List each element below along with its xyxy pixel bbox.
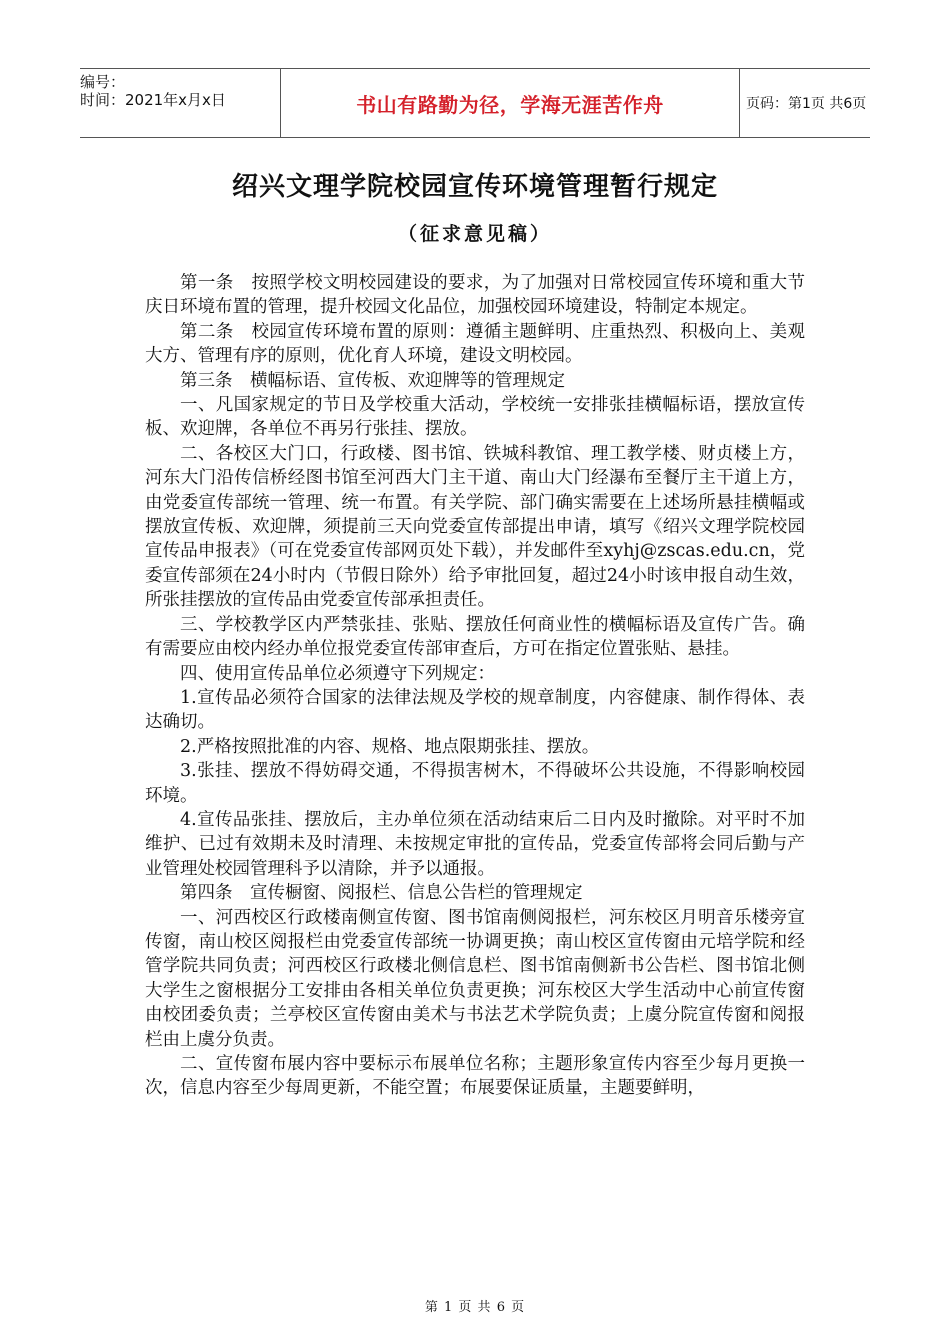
paragraph: 1.宣传品必须符合国家的法律法规及学校的规章制度，内容健康、制作得体、表达确切。 [145, 687, 805, 733]
document-title: 绍兴文理学院校园宣传环境管理暂行规定 [231, 172, 718, 202]
page-footer: 第 1 页 共 6 页 [424, 1300, 526, 1315]
header-motto: 书山有路勤为径，学海无涯苦作舟 [280, 69, 740, 137]
paragraph: 二、各校区大门口，行政楼、图书馆、铁城科教馆、理工教学楼、财贞楼上方，河东大门沿传信桥经图书馆至河西大门主干道、南山大门经瀑布至餐厅主干道上方，由党委宣传部统一管理、统一布置。有关学院、部门确实需要在上述场所悬挂横幅或摆放宣传板、欢迎牌，须提前三天向党委宣传部提出申请，填写《绍兴文理学院校园宣传品申报表》（可在党委宣传部网页处下载），并发邮件至xyhj@zscas.edu.cn，党委宣传部须在24小时内（节假日除外）给予审批回复，超过24小时该申报自动生效，所张挂摆放的宣传品由党委宣传部承担责任。 [145, 443, 805, 611]
paragraph: 一、凡国家规定的节日及学校重大活动，学校统一安排张挂横幅标语，摆放宣传板、欢迎牌，各单位不再另行张挂、摆放。 [145, 395, 805, 440]
page-header [80, 68, 870, 138]
paragraph: 第二条 校园宣传环境布置的原则：遵循主题鲜明、庄重热烈、积极向上、美观大方、管理有序的原则，优化育人环境，建设文明校园。 [145, 321, 805, 367]
document-subtitle: （征求意见稿） [397, 223, 552, 245]
header-page-info: 页码：第1页 共6页 [746, 96, 867, 112]
paragraph: 一、河西校区行政楼南侧宣传窗、图书馆南侧阅报栏，河东校区月明音乐楼旁宣传窗，南山校区阅报栏由党委宣传部统一协调更换；南山校区宣传窗由元培学院和经管学院共同负责；河西校区行政楼北侧信息栏、图书馆南侧新书公告栏、图书馆北侧大学生之窗根据分工安排由各相关单位负责更换；河东校区大学生活动中心前宣传窗由校团委负责；兰亭校区宣传窗由美术与书法艺术学院负责；上虞分院宣传窗和阅报栏由上虞分负责。 [145, 907, 805, 1050]
document-body [145, 271, 805, 1101]
paragraph: 4.宣传品张挂、摆放后，主办单位须在活动结束后二日内及时撤除。对平时不加维护、已过有效期未及时清理、未按规定审批的宣传品，党委宣传部将会同后勤与产业管理处校园管理科予以清除，并予以通报。 [145, 809, 805, 879]
paragraph: 三、学校教学区内严禁张挂、张贴、摆放任何商业性的横幅标语及宣传广告。确有需要应由校内经办单位报党委宣传部审查后，方可在指定位置张贴、悬挂。 [145, 614, 805, 660]
paragraph: 第三条 横幅标语、宣传板、欢迎牌等的管理规定 [180, 370, 565, 391]
paragraph: 第四条 宣传橱窗、阅报栏、信息公告栏的管理规定 [180, 883, 583, 904]
paragraph: 二、宣传窗布展内容中要标示布展单位名称；主题形象宣传内容至少每月更换一次，信息内容至少每周更新，不能空置；布展要保证质量，主题要鲜明， [145, 1054, 805, 1099]
document-time-label: 时间：2021年x月x日 [80, 91, 226, 109]
paragraph: 四、使用宣传品单位必须遵守下列规定： [180, 663, 495, 684]
paragraph: 2.严格按照批准的内容、规格、地点限期张挂、摆放。 [180, 736, 600, 757]
document-number-label: 编号： [80, 73, 126, 91]
paragraph: 第一条 按照学校文明校园建设的要求，为了加强对日常校园宣传环境和重大节庆日环境布置的管理，提升校园文化品位，加强校园环境建设，特制定本规定。 [145, 273, 805, 318]
paragraph: 3.张挂、摆放不得妨碍交通，不得损害树木，不得破坏公共设施，不得影响校园环境。 [145, 761, 805, 806]
header-meta [80, 69, 280, 137]
